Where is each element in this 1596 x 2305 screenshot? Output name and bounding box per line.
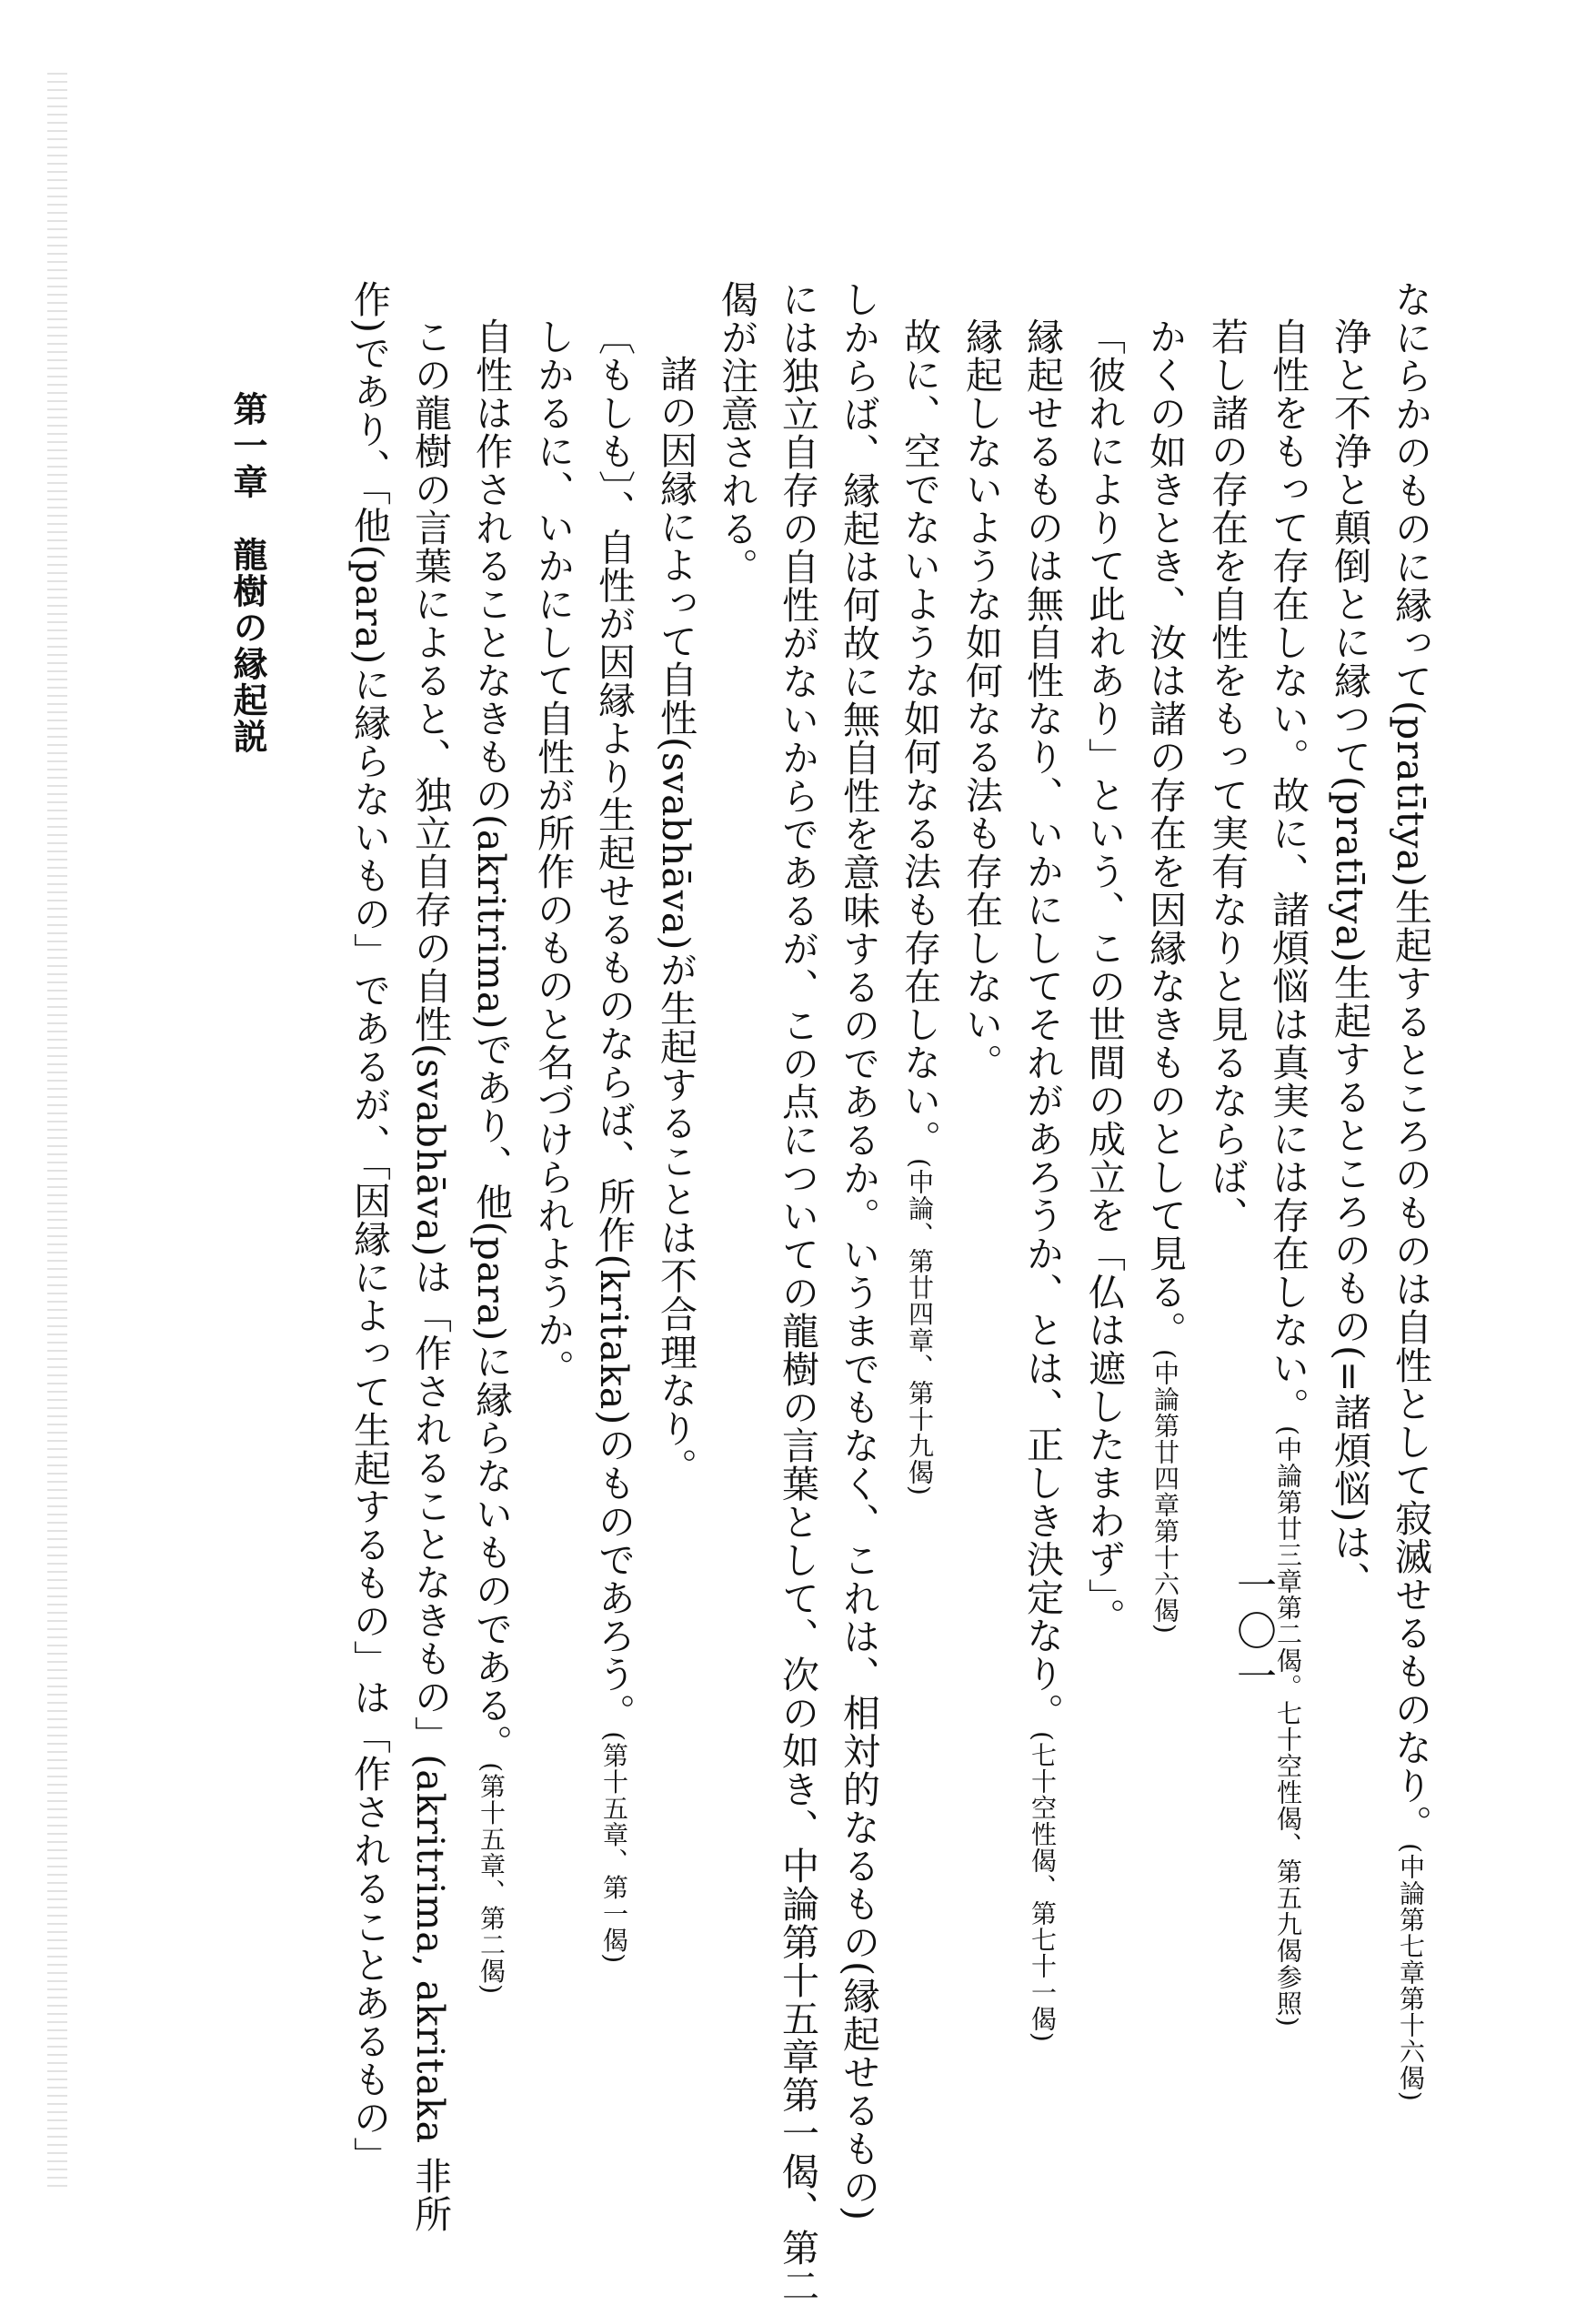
citation-note: (中論、第廿四章、第十九偈) — [905, 1158, 935, 1496]
chapter-title: 龍樹の縁起説 — [227, 537, 268, 755]
text-line: 「彼れによりて此れあり」という、この世間の成立を「仏は遮したまわず」。 — [1082, 317, 1126, 1636]
text-line: しからば、縁起は何故に無自性を意味するのであるか。いうまでもなく、これは、相対的なるもの(縁起せるもの) — [837, 280, 880, 2221]
text-line: 浄と不浄と顛倒とに縁つて(pratītya)生起するところのもの(=諸煩悩)は、 — [1328, 317, 1371, 1600]
citation-note: (中論第廿三章第二偈。七十空性偈、第五九偈参照) — [1273, 1425, 1303, 2028]
text-line: 自性は作されることなきもの(akritrima)であり、他(para)に縁らないものである。(第十五章、第二偈) — [469, 317, 513, 1996]
text-line: 偈が注意される。 — [715, 280, 758, 586]
text-line: 諸の因縁によって自性(svabhāva)が生起することは不合理なり。 — [654, 355, 698, 1486]
citation-note: (第十五章、第一偈) — [599, 1731, 629, 1965]
text-line: かくの如きとき、汝は諸の存在を因縁なきものとして見る。(中論第廿四章第十六偈) — [1143, 317, 1187, 1635]
text-line: 縁起せるものは無自性なり、いかにしてそれがあろうか、とは、正しき決定なり。(七十空性偈、第七十一偈) — [1020, 317, 1064, 2043]
text-line: 縁起しないような如何なる法も存在しない。 — [959, 317, 1003, 1082]
citation-note: (第十五章、第二偈) — [477, 1762, 507, 1996]
body-text — [338, 280, 1441, 2305]
text-line: 故に、空でないような如何なる法も存在しない。(中論、第廿四章、第十九偈) — [898, 317, 941, 1496]
text-line: 〔もしも〕、自性が因縁より生起せるものならば、所作(kritaka)のものであろう。(第十五章、第一偈) — [592, 317, 636, 1965]
text-line: この龍樹の言葉によると、独立自存の自性(svabhāva)は「作されることなきもの」(akritrima, akritaka 非所 — [408, 317, 452, 2234]
page-number: 一〇一 — [1230, 1565, 1276, 1701]
chapter-label: 第一章 — [227, 391, 268, 500]
text-line: なにらかのものに縁って(pratītya)生起するところのものは自性として寂滅せるものなり。(中論第七章第十六偈) — [1389, 280, 1432, 2102]
text-line: 若し諸の存在を自性をもって実有なりと見るならば、 — [1205, 317, 1249, 1234]
text-line: 作)であり、「他(para)に縁らないもの」であるが、「因縁によって生起するもの」は「作されることあるもの」 — [347, 280, 391, 2175]
text-line: には独立自存の自性がないからであるが、この点についての龍樹の言葉として、次の如き、中論第十五章第一偈、第二 — [776, 280, 819, 2305]
running-footer — [218, 391, 273, 1865]
citation-note: (七十空性偈、第七十一偈) — [1028, 1731, 1058, 2043]
text-line: 自性をもって存在しない。故に、諸煩悩は真実には存在しない。(中論第廿三章第二偈。七十空性偈、第五九偈参照) — [1266, 317, 1310, 2028]
citation-note: (中論第七章第十六偈) — [1396, 1842, 1426, 2102]
binding-gutter — [47, 73, 67, 2192]
text-line: しかるに、いかにして自性が所作のものと名づけられようか。 — [531, 317, 575, 1387]
citation-note: (中論第廿四章第十六偈) — [1150, 1349, 1180, 1635]
